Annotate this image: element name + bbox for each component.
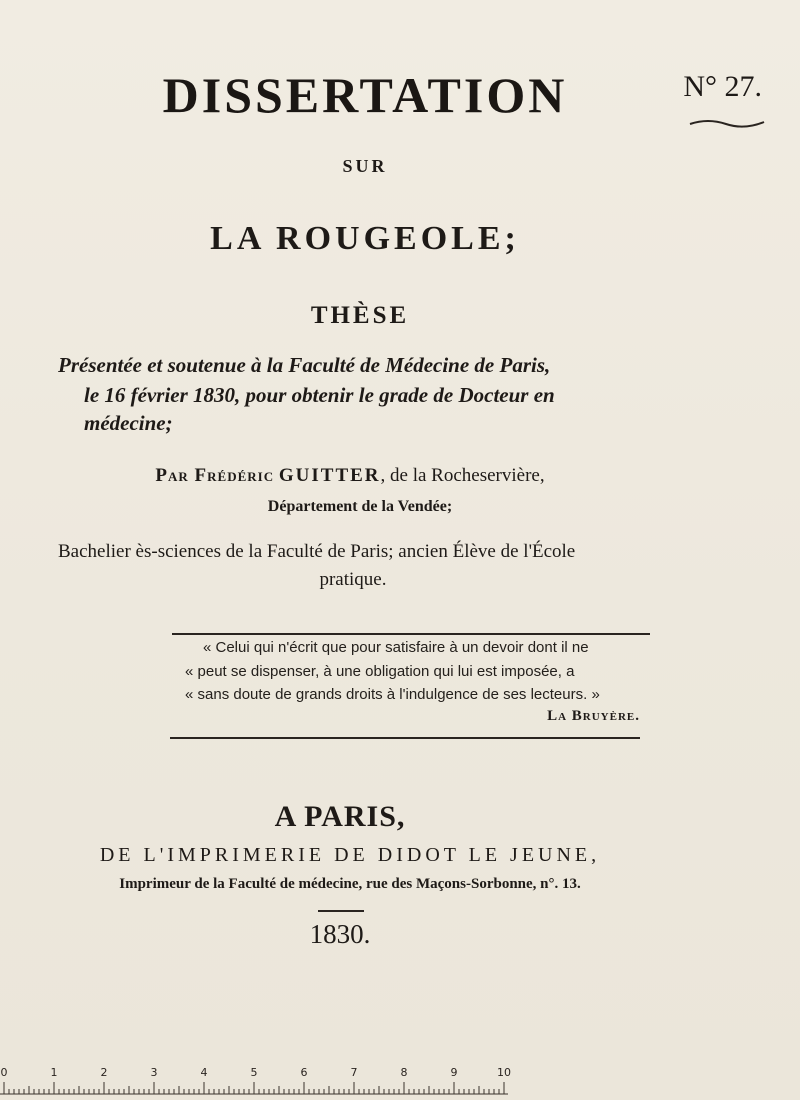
- imprint-address: Imprimeur de la Faculté de médecine, rue des Maçons-Sorbonne, n°. 13.: [119, 876, 581, 892]
- imprint-year: 1830.: [309, 919, 371, 949]
- ruler-label: 9: [450, 1066, 458, 1079]
- subject-title: LA ROUGEOLE;: [210, 220, 520, 257]
- ruler-label: 5: [250, 1066, 258, 1079]
- epigraph-line-2: « peut se dispenser, à une obligation qui lui est imposée, a: [185, 663, 575, 680]
- flourish-ornament: [688, 116, 768, 130]
- ruler-label: 3: [150, 1066, 158, 1079]
- document-number: N° 27.: [683, 70, 762, 103]
- bachelor-line-2: pratique.: [319, 569, 387, 590]
- year-rule: [318, 910, 364, 912]
- ruler-label: 4: [200, 1066, 208, 1079]
- epigraph-top-rule: [172, 633, 650, 635]
- epigraph-bottom-rule: [170, 737, 640, 739]
- presentation-line-3: médecine;: [84, 411, 173, 435]
- presentation-line-2: le 16 février 1830, pour obtenir le grade de Docteur en: [84, 383, 555, 407]
- epigraph-line-3: « sans doute de grands droits à l'indulgence de ses lecteurs. »: [185, 686, 600, 703]
- ruler-label: 7: [350, 1066, 358, 1079]
- bachelor-line-1: Bachelier ès-sciences de la Faculté de Paris; ancien Élève de l'École: [58, 541, 576, 562]
- author-line: [0, 465, 700, 487]
- presentation-line-1: Présentée et soutenue à la Faculté de Médecine de Paris,: [58, 353, 551, 377]
- author-department: Département de la Vendée;: [267, 498, 453, 515]
- ruler-label: 6: [300, 1066, 308, 1079]
- scale-ruler: [0, 1062, 800, 1100]
- sur-label: SUR: [342, 156, 388, 176]
- ruler-label: 1: [50, 1066, 58, 1079]
- ruler-label: 10: [497, 1066, 511, 1079]
- epigraph-attribution: La Bruyère.: [547, 708, 640, 724]
- ruler-label: 2: [100, 1066, 108, 1079]
- author-origin: , de la Rocheservière,: [380, 465, 545, 486]
- these-heading: THÈSE: [310, 302, 410, 329]
- epigraph-line-1: « Celui qui n'écrit que pour satisfaire à un devoir dont il ne: [203, 639, 589, 656]
- author-surname: GUITTER: [278, 465, 381, 486]
- ruler-label: 0: [0, 1066, 8, 1079]
- imprint-printer: DE L'IMPRIMERIE DE DIDOT LE JEUNE,: [99, 844, 601, 866]
- page-title: DISSERTATION: [162, 67, 568, 123]
- author-prefix: Par Frédéric: [155, 465, 275, 486]
- ruler-label: 8: [400, 1066, 408, 1079]
- imprint-city: A PARIS,: [274, 800, 406, 833]
